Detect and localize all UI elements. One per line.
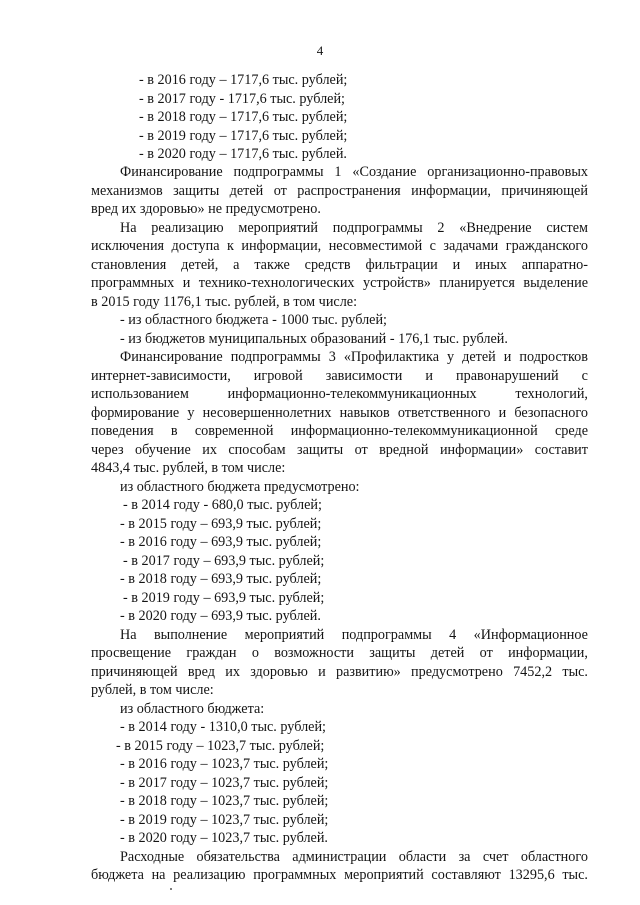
list-item: - в 2014 году - 680,0 тыс. рублей; bbox=[123, 497, 322, 513]
paragraph-line: становления детей, а также средств фильтрации и иных аппаратно- bbox=[91, 257, 588, 273]
list-item: - в 2020 году – 693,9 тыс. рублей. bbox=[120, 608, 321, 624]
list-item: - в 2017 году - 1717,6 тыс. рублей; bbox=[139, 91, 345, 107]
paragraph-line: На реализацию мероприятий подпрограммы 2 «Внедрение систем bbox=[120, 220, 588, 236]
list-item: - в 2015 году – 693,9 тыс. рублей; bbox=[120, 516, 322, 532]
list-item: - в 2018 году – 693,9 тыс. рублей; bbox=[120, 571, 322, 587]
paragraph-line: интернет-зависимости, игровой зависимости и правонарушений с bbox=[91, 368, 588, 384]
list-item: - в 2019 году – 1023,7 тыс. рублей; bbox=[120, 812, 329, 828]
paragraph-line: использованием информационно-телекоммуникационных технологий, bbox=[91, 386, 588, 402]
paragraph-line: поведения в современной информационно-телекоммуникационной среде bbox=[91, 423, 588, 439]
paragraph-line: На выполнение мероприятий подпрограммы 4 «Информационное bbox=[120, 627, 588, 643]
paragraph-line: формирование у несовершеннолетних навыков ответственного и безопасного bbox=[91, 405, 588, 421]
list-item: - в 2020 году – 1717,6 тыс. рублей. bbox=[139, 146, 347, 162]
paragraph-line: вред их здоровью» не предусмотрено. bbox=[91, 201, 321, 217]
list-item: - в 2018 году – 1023,7 тыс. рублей; bbox=[120, 793, 329, 809]
paragraph-line: в 2015 году 1176,1 тыс. рублей, в том числе: bbox=[91, 294, 358, 310]
scan-speck bbox=[170, 888, 172, 890]
list-item: - в 2017 году – 693,9 тыс. рублей; bbox=[123, 553, 325, 569]
paragraph-line: Финансирование подпрограммы 1 «Создание организационно-правовых bbox=[120, 164, 588, 180]
paragraph-line: 4843,4 тыс. рублей, в том числе: bbox=[91, 460, 286, 476]
list-item: - в 2015 году – 1023,7 тыс. рублей; bbox=[116, 738, 325, 754]
list-item: - в 2017 году – 1023,7 тыс. рублей; bbox=[120, 775, 329, 791]
paragraph-line: программных и технико-технологических устройств» планируется выделение bbox=[91, 275, 588, 291]
list-item: - в 2014 году - 1310,0 тыс. рублей; bbox=[120, 719, 326, 735]
list-item: - в 2016 году – 693,9 тыс. рублей; bbox=[120, 534, 322, 550]
paragraph-line: из областного бюджета: bbox=[120, 701, 265, 717]
paragraph-line: исключения доступа к информации, несовместимой с задачами гражданского bbox=[91, 238, 588, 254]
paragraph-line: причиняющей вред их здоровью и развитию» предусмотрено 7452,2 тыс. bbox=[91, 664, 588, 680]
paragraph-line: Расходные обязательства администрации области за счет областного bbox=[120, 849, 588, 865]
page-number: 4 bbox=[316, 43, 324, 58]
list-item: - в 2016 году – 1023,7 тыс. рублей; bbox=[120, 756, 329, 772]
list-item: - в 2020 году – 1023,7 тыс. рублей. bbox=[120, 830, 328, 846]
paragraph-line: из областного бюджета предусмотрено: bbox=[120, 479, 360, 495]
list-item: - из бюджетов муниципальных образований - 176,1 тыс. рублей. bbox=[120, 331, 508, 347]
paragraph-line: через обучение их способам защиты от вредной информации» составит bbox=[91, 442, 588, 458]
list-item: - из областного бюджета - 1000 тыс. рублей; bbox=[120, 312, 387, 328]
paragraph-line: Финансирование подпрограммы 3 «Профилактика у детей и подростков bbox=[120, 349, 588, 365]
paragraph-line: рублей, в том числе: bbox=[91, 682, 214, 698]
list-item: - в 2019 году – 693,9 тыс. рублей; bbox=[123, 590, 325, 606]
list-item: - в 2016 году – 1717,6 тыс. рублей; bbox=[139, 72, 348, 88]
list-item: - в 2018 году – 1717,6 тыс. рублей; bbox=[139, 109, 348, 125]
paragraph-line: бюджета на реализацию программных мероприятий составляют 13295,6 тыс. bbox=[91, 867, 588, 883]
list-item: - в 2019 году – 1717,6 тыс. рублей; bbox=[139, 128, 348, 144]
paragraph-line: механизмов защиты детей от распространения информации, причиняющей bbox=[91, 183, 588, 199]
paragraph-line: просвещение граждан о возможности защиты детей от информации, bbox=[91, 645, 588, 661]
